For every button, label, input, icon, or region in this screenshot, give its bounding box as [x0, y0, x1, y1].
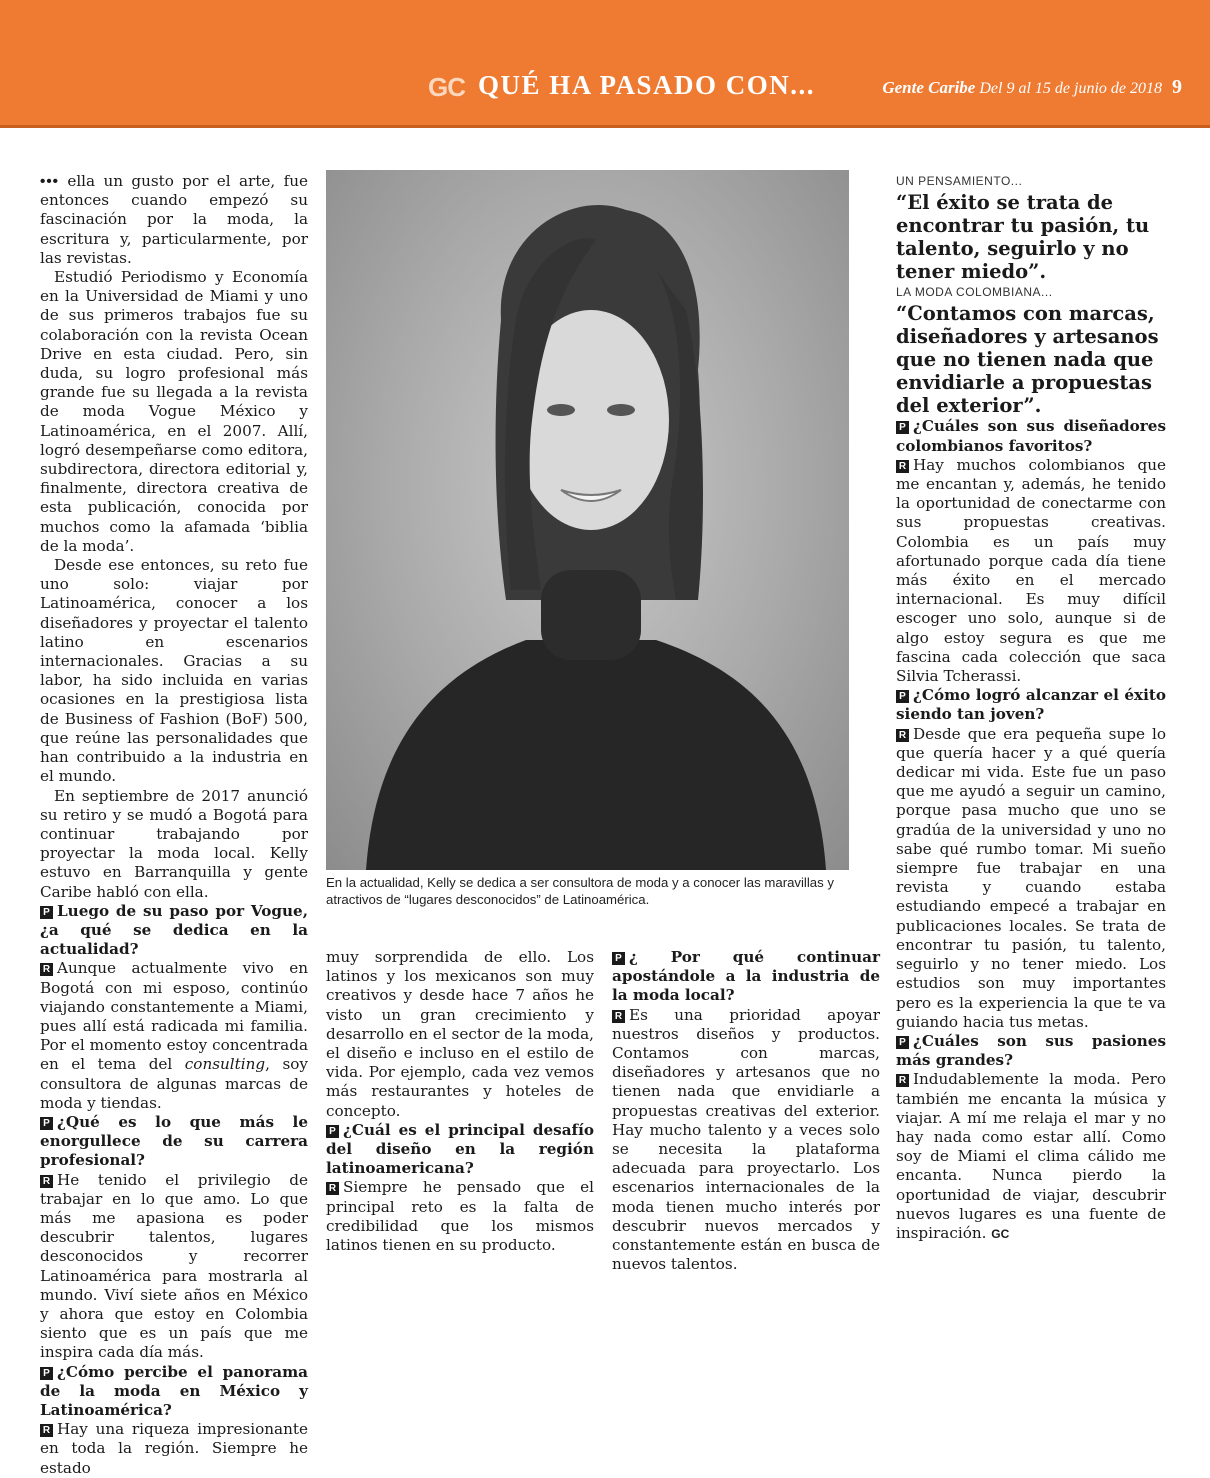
photo-caption: En la actualidad, Kelly se dedica a ser consultora de moda y a conocer las maravillas y atractivos de “lugares desconocidos” de Latinoamérica.	[326, 875, 834, 907]
issue-info	[882, 76, 1182, 99]
answer-badge: R	[326, 1182, 339, 1195]
answer-8: R Indudablemente la moda. Pero también me encanta la música y viajar. A mí me relaja el mar y no hay nada como estar allí. Como soy de Miami el clima cálido me encanta. Nunca pierdo la oportunidad de viajar, descubrir nuevos lugares es una fuente de inspiración. GC	[896, 1070, 1166, 1242]
portrait-illustration	[326, 170, 849, 870]
answer-badge: R	[40, 1175, 53, 1188]
intro-paragraph-1: ••• ella un gusto por el arte, fue entonces cuando empezó su fascinación por la moda, la escritura y, particularmente, por las revistas.	[40, 172, 308, 267]
question-badge: P	[896, 1036, 909, 1049]
end-mark: GC	[991, 1226, 1010, 1241]
question-7: P ¿Cómo logró alcanzar el éxito siendo tan joven?	[896, 686, 1166, 724]
answer-2: R He tenido el privilegio de trabajar en lo que amo. Lo que más me apasiona es poder descubrir talentos, lugares desconocidos y recorrer Latinoamérica para mostrarla al mundo. Viví siete años en México y ahora que estoy en Colombia siento que es un país que me inspira cada día más.	[40, 1170, 308, 1362]
answer-badge: R	[896, 460, 909, 473]
answer-badge: R	[40, 1424, 53, 1437]
answer-badge: R	[612, 1010, 625, 1023]
masthead	[0, 0, 1210, 128]
issue-date: Del 9 al 15 de junio de 2018	[979, 80, 1162, 97]
answer-badge: R	[896, 1074, 909, 1087]
pull-quote-1: “El éxito se trata de encontrar tu pasión, tu talento, seguirlo y no tener miedo”.	[896, 191, 1150, 284]
answer-3: R Hay una riqueza impresionante en toda la región. Siempre he estado	[40, 1420, 308, 1477]
pull-quote-kicker-1: UN PENSAMIENTO...	[896, 174, 1023, 188]
column-1	[40, 172, 308, 1478]
question-2: P ¿Qué es lo que más le enorgullece de su carrera profesional?	[40, 1112, 308, 1170]
section-title: QUÉ HA PASADO CON...	[478, 70, 816, 100]
pull-quote-2: “Contamos con marcas, diseñadores y artesanos que no tienen nada que envidiarle a propuestas del exterior”.	[896, 302, 1159, 418]
pull-quote-kicker-2: LA MODA COLOMBIANA...	[896, 285, 1053, 300]
question-badge: P	[612, 952, 625, 965]
answer-1: R Aunque actualmente vivo en Bogotá con mi esposo, continúo viajando constantemente a Miami, pues allí está radicada mi familia. Por el momento estoy concentrada en el tema del consulting, soy consultora de algunas marcas de moda y tiendas.	[40, 959, 308, 1112]
answer-5: R Es una prioridad apoyar nuestros diseños y productos. Contamos con marcas, diseñadores y artesanos que no tienen nada que envidiarle a propuestas creativas del exterior. Hay mucho talento y a veces solo se necesita la plataforma adecuada para proyectarlo. Los escenarios internacionales de la moda tienen mucho interés por descubrir nuevos mercados y constantemente están en busca de nuevos talentos.	[612, 1005, 880, 1274]
question-badge: P	[40, 906, 53, 919]
intro-paragraph-4: En septiembre de 2017 anunció su retiro y se mudó a Bogotá para continuar trabajando por proyectar la moda local. Kelly estuvo en Barranquilla y gente Caribe habló con ella.	[40, 786, 308, 901]
publication-name: Gente Caribe	[882, 78, 976, 97]
answer-7: R Desde que era pequeña supe lo que quería hacer y a qué quería dedicar mi vida. Este fue un paso que me ayudó a seguir un camino, porque pasa mucho que uno se gradúa de la universidad y uno no sabe qué rumbo tomar. Mi sueño siempre fue trabajar en una revista y cuando estaba estudiando empecé a trabajar en publicaciones locales. Se trata de encontrar tu pasión, tu talento, seguirlo y no tener miedo. Los estudios son muy importantes pero es la experiencia la que te va guiando hacia tus metas.	[896, 724, 1166, 1031]
question-5: P ¿ Por qué continuar apostándole a la industria de la moda local?	[612, 948, 880, 1005]
question-badge: P	[40, 1117, 53, 1130]
page-number: 9	[1172, 76, 1182, 98]
answer-4: R Siempre he pensado que el principal reto es la falta de credibilidad que los mismos latinos tienen en su producto.	[326, 1178, 594, 1255]
question-badge: P	[896, 421, 909, 434]
column-4	[896, 172, 1166, 1244]
answer-6: R Hay muchos colombianos que me encantan y, además, he tenido la oportunidad de conectarme con sus propuestas creativas. Colombia es un país muy afortunado porque cada día tiene más éxito en el mercado internacional. Es muy difícil escoger uno solo, aunque si de algo estoy segura es que me fascina cada colección que saca Silvia Tcherassi.	[896, 455, 1166, 686]
answer-badge: R	[896, 729, 909, 742]
column-3	[612, 948, 880, 1274]
intro-paragraph-3: Desde ese entonces, su reto fue uno solo: viajar por Latinoamérica, conocer a los diseñadores y proyectar el talento latino en escenarios internacionales. Gracias a su labor, ha sido incluida en varias ocasiones en la prestigiosa lista de Business of Fashion (BoF) 500, que reúne las personalidades que han contribuido a la industria en el mundo.	[40, 556, 308, 786]
question-4: P ¿Cuál es el principal desafío del diseño en la región latinoamericana?	[326, 1120, 594, 1178]
portrait-photo	[326, 170, 849, 870]
answer-3-continued: muy sorprendida de ello. Los latinos y los mexicanos son muy creativos y desde hace 7 años he visto un gran crecimiento y desarrollo en el sector de la moda, el diseño e incluso en el estilo de vida. Por ejemplo, cada vez vemos más restaurantes y hoteles de concepto.	[326, 948, 594, 1120]
answer-badge: R	[40, 963, 53, 976]
question-badge: P	[40, 1367, 53, 1380]
question-6: P ¿Cuáles son sus diseñadores colombianos favoritos?	[896, 417, 1166, 455]
question-badge: P	[326, 1125, 339, 1138]
question-1: P Luego de su paso por Vogue, ¿a qué se dedica en la actualidad?	[40, 901, 308, 959]
lead-dots: •••	[40, 173, 59, 190]
question-3: P ¿Cómo percibe el panorama de la moda en México y Latinoamérica?	[40, 1362, 308, 1419]
question-badge: P	[896, 690, 909, 703]
intro-paragraph-2: Estudió Periodismo y Economía en la Universidad de Miami y uno de sus primeros trabajos fue su colaboración con la revista Ocean Drive en esta ciudad. Pero, sin duda, su logro profesional más grande fue su llegada a la revista de moda Vogue México y Latinoamérica, en el 2007. Allí, logró desempeñarse como editora, subdirectora, directora editorial y, finalmente, directora creativa de esta publicación, conocida por muchos como la afamada ‘biblia de la moda’.	[40, 268, 308, 555]
gc-logo: GC	[428, 72, 465, 102]
question-8: P ¿Cuáles son sus pasiones más grandes?	[896, 1031, 1166, 1070]
column-2	[326, 948, 594, 1255]
